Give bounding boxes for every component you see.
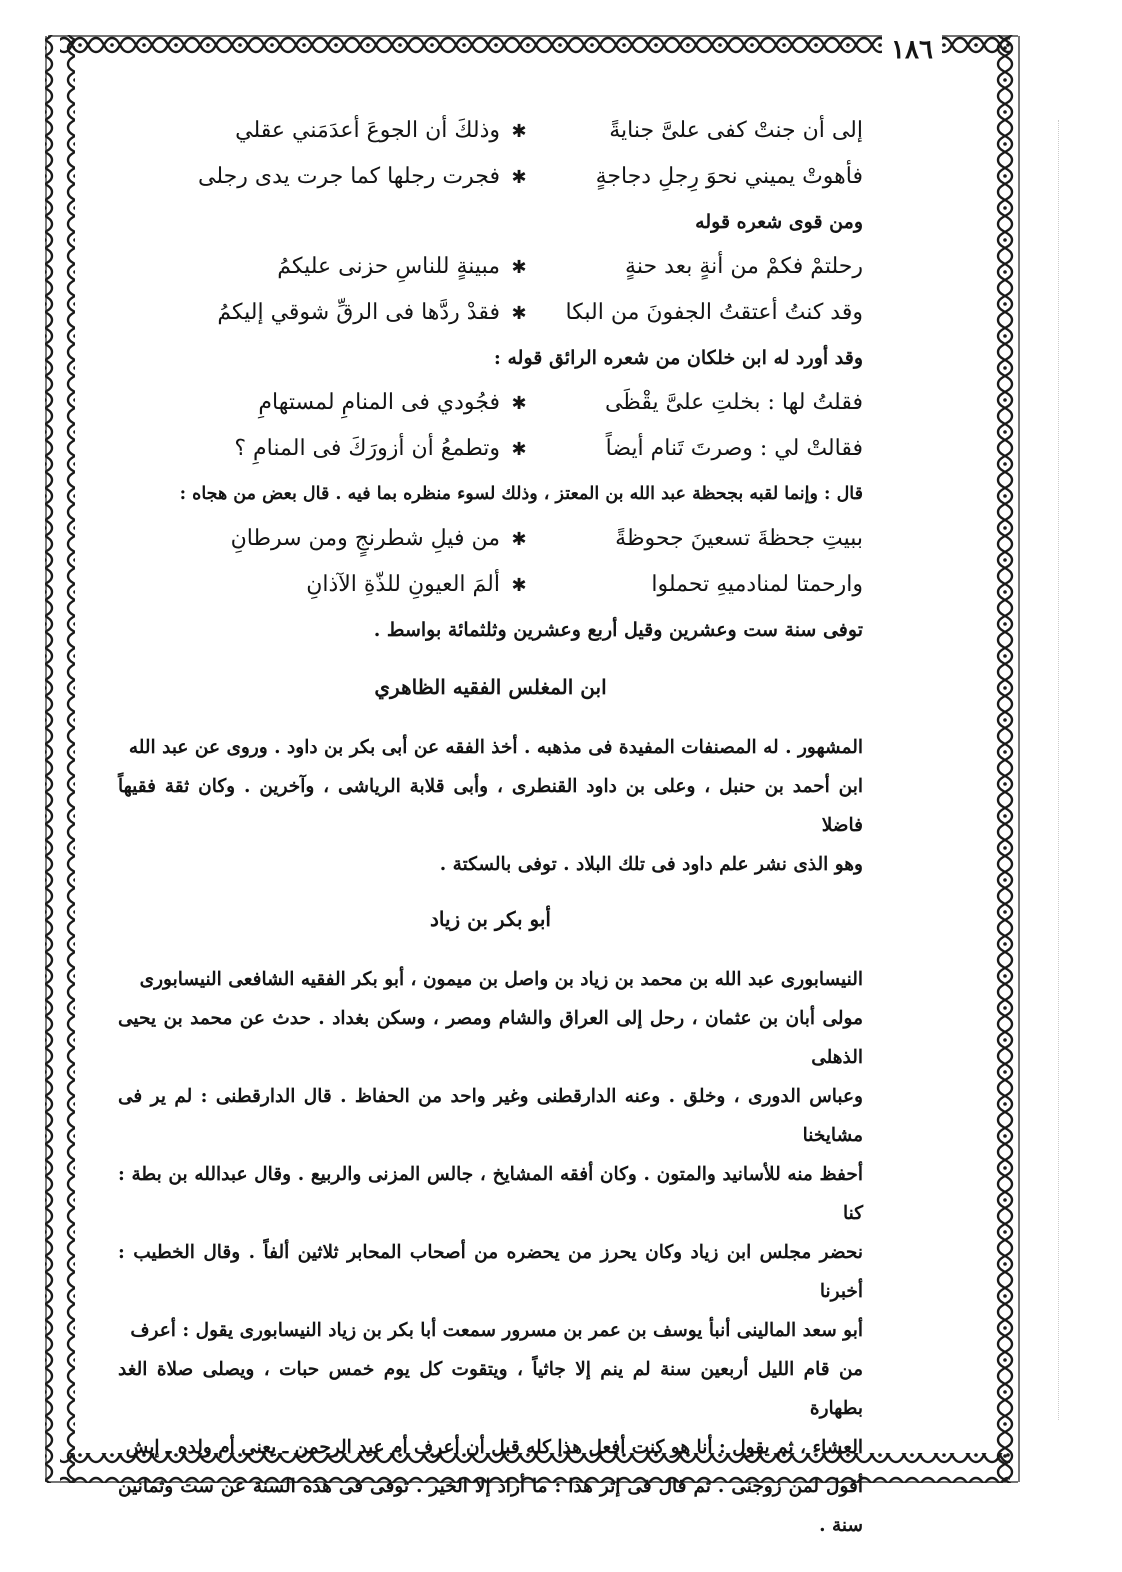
verse-second-hemistich: وذلكَ أن الجوعَ أعدَمَني عقلي (235, 118, 500, 143)
star-separator-icon: ✱ (511, 439, 527, 460)
prose-line: ومن قوى شعره قوله (695, 211, 863, 233)
verse-line (118, 244, 863, 290)
star-separator-icon: ✱ (511, 167, 527, 188)
spacer (118, 652, 863, 664)
verse-second-hemistich: فجرت رجلها كما جرت يدى رجلى (198, 164, 500, 189)
verse-line (118, 426, 863, 472)
verse-line (118, 380, 863, 426)
prose-line: وقد أورد له ابن خلكان من شعره الرائق قوله : (493, 347, 863, 369)
verse-second-hemistich: فجُودي فى المنامِ لمستهامِ (258, 390, 500, 415)
paragraph-line: وعباس الدورى ، وخلق . وعنه الدارقطنى وغير واحد من الحفاظ . قال الدارقطنى : لم ير فى مشايخنا (118, 1086, 863, 1146)
verse-second-hemistich: وتطمعُ أن أزورَكَ فى المنامِ ؟ (234, 436, 500, 461)
verse-first-hemistich: وقد كنتُ أعتقتُ الجفونَ من البكا (565, 300, 863, 325)
star-separator-icon: ✱ (511, 121, 527, 142)
prose-line: توفى سنة ست وعشرين وقيل أربع وعشرين وثلثمائة بواسط . (373, 619, 863, 641)
spacer (118, 942, 863, 960)
paragraph-line: وهو الذى نشر علم داود فى تلك البلاد . توفى بالسكتة . (439, 854, 863, 875)
star-separator-icon: ✱ (511, 257, 527, 278)
page-content (118, 108, 863, 1545)
verse-first-hemistich: فقلتُ لها : بخلتِ علىَّ يقْظَى (604, 390, 863, 415)
section-heading: أبو بكر بن زياد (429, 907, 551, 931)
verse-first-hemistich: فقالتْ لي : وصرتَ تَنام أيضاً (605, 436, 863, 461)
star-separator-icon: ✱ (511, 529, 527, 550)
star-separator-icon: ✱ (511, 575, 527, 596)
spacer (118, 710, 863, 728)
spacer (118, 884, 863, 896)
verse-line (118, 516, 863, 562)
verse-second-hemistich: فقدْ ردَّها فى الرقِّ شوقي إليكمُ (217, 300, 500, 325)
verse-first-hemistich: إلى أن جنتْ كفى علىَّ جنايةً (609, 118, 863, 143)
verse-line (118, 108, 863, 154)
scan-margin-mark (1058, 120, 1060, 1420)
verse-first-hemistich: ببيتِ جحظةَ تسعينَ جحوظةً (615, 526, 863, 551)
page-number: ١٨٦ (882, 30, 942, 70)
paragraph-line: ابن أحمد بن حنبل ، وعلى بن داود القنطرى ، وأبى قلابة الرياشى ، وآخرين . وكان ثقة فقيهاً فاضلا (118, 776, 863, 836)
paragraph-line: أحفظ منه للأسانيد والمتون . وكان أفقه المشايخ ، جالس المزنى والربيع . وقال عبدالله بن بطة : كنا (118, 1164, 863, 1224)
paragraph-line: النيسابورى عبد الله بن محمد بن زياد بن واصل بن ميمون ، أبو بكر الفقيه الشافعى النيسابورى (139, 969, 863, 990)
verse-second-hemistich: مبينةٍ للناسِ حزنى عليكمُ (277, 254, 500, 279)
paragraph-line: أقول لمن زوجنى . ثم قال فى إثر هذا : ما أراد إلا الخير . توفى فى هذه السنة عن ست وثمانين سنة . (118, 1476, 863, 1536)
section-heading: ابن المغلس الفقيه الظاهري (374, 675, 607, 699)
paragraph (118, 728, 863, 884)
paragraph-line: نحضر مجلس ابن زياد وكان يحرز من يحضره من أصحاب المحابر ثلاثين ألفاً . وقال الخطيب : أخبرنا (118, 1242, 863, 1302)
verse-second-hemistich: من فيلِ شطرنجٍ ومن سرطانِ (230, 526, 500, 551)
paragraph-line: المشهور . له المصنفات المفيدة فى مذهبه . أخذ الفقه عن أبى بكر بن داود . وروى عن عبد الله (128, 737, 863, 758)
verse-first-hemistich: فأهوتْ يميني نحوَ رِجلِ دجاجةٍ (595, 164, 863, 189)
verse-line (118, 154, 863, 200)
verse-line (118, 562, 863, 608)
star-separator-icon: ✱ (511, 393, 527, 414)
paragraph-line: العشاء ، ثم يقول : أنا هو كنت أفعل هذا كله قبل أن أعرف أم عبد الرحمن ـ يعنى أم ولده ـ إيش (125, 1437, 863, 1458)
paragraph-line: من قام الليل أربعين سنة لم ينم إلا جاثياً ، ويتقوت كل يوم خمس حبات ، ويصلى صلاة الغد بطهارة (118, 1359, 863, 1419)
paragraph-line: أبو سعد المالينى أنبأ يوسف بن عمر بن مسرور سمعت أبا بكر بن زياد النيسابورى يقول : أعرف (130, 1320, 863, 1341)
paragraph (118, 960, 863, 1545)
verse-first-hemistich: رحلتمْ فكمْ من أنةٍ بعد حنةٍ (625, 254, 863, 279)
star-separator-icon: ✱ (511, 303, 527, 324)
verse-first-hemistich: وارحمتا لمنادميهِ تحملوا (651, 572, 863, 597)
paragraph-line: مولى أبان بن عثمان ، رحل إلى العراق والشام ومصر ، وسكن بغداد . حدث عن محمد بن يحيى الذهلى (118, 1008, 863, 1068)
verse-second-hemistich: ألمَ العيونِ للذّةِ الآذانِ (306, 572, 500, 597)
verse-line (118, 290, 863, 336)
prose-line: قال : وإنما لقبه بجحظة عبد الله بن المعتز ، وذلك لسوء منظره بما فيه . قال بعض من هجاه : (179, 484, 863, 504)
